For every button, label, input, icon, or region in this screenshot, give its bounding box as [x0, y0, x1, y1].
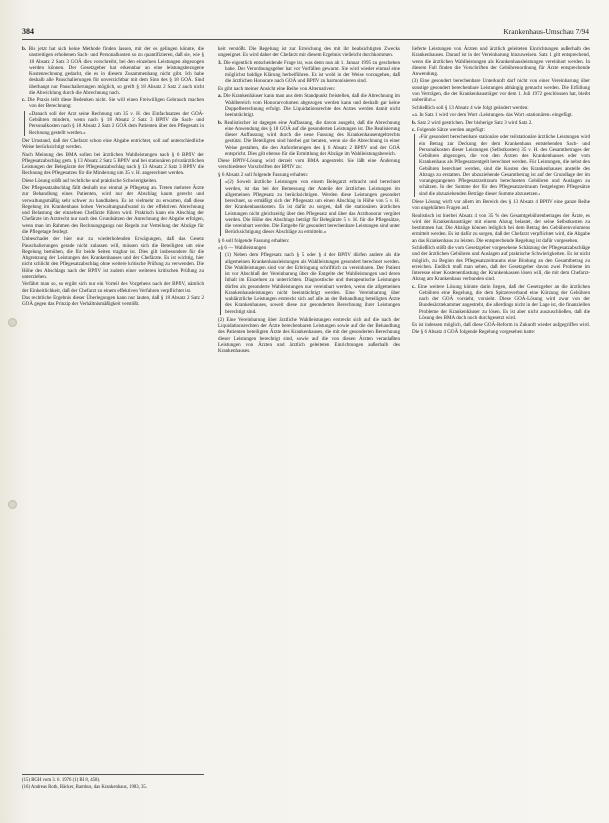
- paragraph-text: Der Umstand, daß der Chefarzt schon eine Abgabe entrichtet, soll auf unterschiedliche Weise berücksichtigt werden.: [22, 137, 204, 151]
- paragraph-text: Bis jetzt hat sich keine Methode finden lassen, mit der es gelingen könnte, die unstreitigen erhobenen Sach- und Personalkosten so zu quantifizieren, daß sie, wie § 18 Absatz 2 Satz 3 GOÄ dies vorschreibt, bei den einzelnen Leistungen abgezogen werden können. Der Gesetzgeber hat erkennbar an eine leistungsbezogene Kostenrechnung gedacht, die es in diesem Zusammenhang nicht gibt. Ich habe deshalb alle Pauschalierungen für unverzichtbar mit dem Sinn des § 18 GOÄ. Sind überhaupt nur Pauschalierungen möglich, so greift § 18 Absatz 2 Satz 2 auch nicht die Abwicklung durch die Abrechnung nach.: [28, 46, 204, 96]
- paragraph-text: Verfährt man so, so ergibt sich nur ein Vorteil des Vorgehens nach der BPflV, nämlich der Einheitlichkeit, daß der Chefarzt zu einem effektiven Verfahren verpflichtet ist.: [22, 281, 204, 294]
- paragraph: [24, 111, 204, 136]
- paragraph-text: »Danach soll der Arzt seine Rechnung um 35 v. H. des Einfachsatzes der GOÄ-Gebühren mindern, wenn nach § 18 Absatz 2 Satz 3 BPflV die Sach- und Personalkosten nach § 18 Absatz 2 Satz 2 GOÄ dem Patienten über den Pflegesatz in Rechnung gestellt werden.«: [29, 110, 204, 136]
- paragraph-label: 3.: [218, 59, 222, 66]
- paragraph-text: Folgende Sätze werden angefügt:: [416, 126, 485, 133]
- paragraph: [22, 138, 204, 151]
- paragraph-text: Realistisch ist hierbei Absatz 4 von 35 % des Gesamtgebührenbetrages der Ärzte, es wird der Krankenhausträger mit einem Abzug belastet, der seine Selbstkosten zu bestimmen hat. Die Abzüge können lediglich bei dem Betrag des Gebührenvolumens ermittelt werden. Es ist dafür zu sorgen, daß der Chefarzt verpflichtet wird, die Abgabe an das Krankenhaus zu leisten. Die entsprechende Regelung ist dafür vorgesehen.: [412, 212, 590, 244]
- paragraph: [218, 158, 400, 171]
- paragraph-text: § 6 Absatz 2 soll folgende Fassung erhalten:: [218, 171, 309, 178]
- paragraph: [412, 112, 590, 118]
- text-column-right: [412, 46, 590, 336]
- paragraph-text: Die eigentlich entscheidende Frage ist, was denn nun ab 1. Januar 1995 zu geschehen habe. Der Verordnungsgeber hat vor Vorfällen gewarnt. Sie wird wieder einmal eine möglichst baldige Klärung herbeiführen. Es ist wohl in der Weise vorzugehen, daß die ärztlichen Honorare nach GOÄ und BPflV zu harmonisieren sind.: [223, 59, 401, 85]
- paragraph-label: a.: [218, 93, 222, 100]
- paragraph: [412, 105, 590, 111]
- paragraph: [412, 213, 590, 244]
- paragraph: [22, 152, 204, 177]
- paragraph-text: Das rechtliche Ergebnis dieser Überlegungen kann nur lauten, daß § 18 Absatz 2 Satz 2 GOÄ gegen das Prinzip der Verhältnismäßigkeit verstößt.: [22, 295, 204, 308]
- paragraph-text: Realistischer ist dagegen eine Auffassung, die davon ausgeht, daß die Abrechnung eine Anwendung des § 18 GOÄ auf die gesonderten Leistungen ist. Die Realisierung dieser Auffassung wird durch die neue Fassung des Krankenhausentgeltrechts gestützt. Die Beteiligten sind hierbei gut beraten, wenn sie die Abrechnung in einer Weise gestalten, die den Anforderungen des § 6 Absatz 2 BPflV und der GOÄ entspricht. Dies gilt ebenso für die Ermittlung der Abzüge im Wahlleistungsbereich.: [224, 119, 400, 157]
- paragraph: [412, 46, 590, 77]
- journal-title: Krankenhaus-Umschau 7/94: [503, 27, 589, 36]
- paragraph-text: Schließlich soll § 13 Absatz 4 wie folgt geändert werden:: [412, 104, 529, 111]
- paragraph-text: (2) Eine Vereinbarung über ärztliche Wahlleistungen erstreckt sich auf die nach der Liquidationsrechten der Ärzte berechenbaren Leistungen sowie auf die der Behandlung des Patienten beteiligten Ärzte des Krankenhauses, die mit der gesonderten Berechnung dieser Leistungen berechtigt sind, sowie auf die von diesen Ärzten veranlaßten Leistungen von Ärzten und ärztlich geleiteten Einrichtungen außerhalb des Krankenhauses.: [218, 316, 400, 355]
- paragraph-label: b.: [412, 119, 417, 126]
- paragraph-text: Es ist indessen möglich, daß diese GOÄ-Reform in Zukunft wieder aufgegriffen wird. Die § 6 Absatz 4 GOÄ folgende Regelung vorgesehen hatte:: [412, 322, 590, 335]
- paragraph-text: Es gibt nach meiner Ansicht eine Reihe von Alternativen:: [218, 85, 336, 92]
- paragraph: [412, 284, 590, 322]
- paragraph: [22, 295, 204, 308]
- paragraph: [218, 245, 400, 251]
- paragraph-text: Unbeschadet der hier nur zu wiederholenden Erwägungen, daß das Gesetz Pauschalierungen gerade nicht zulassen will, müssen sich die Beteiligten um eine Regelung bemühen, die für beide Seiten tragbar ist. Dies gilt insbesondere für die Abgrenzung der Leistungen des Krankenhauses und der Chefärzte. Es ist wichtig, hier nicht schlicht den Pflegesatzabschlag ohne weitere kritische Prüfung zu verwenden. Die Höhe des Abschlags nach der BPflV ist zudem einer weiteren kritischen Prüfung zu unterziehen.: [22, 236, 204, 280]
- paragraph-text: Die Krankenhäuser kann man aus dem Standpunkt freistellen, daß die Abrechnung im Wahlbereich vom Honorarvolumen abgezogen werden kann und deshalb gar keine Doppelberechnung erfolgt. Die Liquidationsrechte des Arztes werden damit nicht beeinträchtigt.: [223, 93, 400, 119]
- paragraph-text: (1) Neben dem Pflegesatz nach § 5 oder § 4 der BPflV dürfen andere als die allgemeinen Krankenhausleistungen als Wahlleistungen gesondert berechnet werden. Die Wahlleistungen sind vor der Erbringung schriftlich zu vereinbaren. Der Patient ist vor Abschluß der Vereinbarung über die Entgelte der Wahlleistungen und deren Inhalt im Einzelnen zu unterrichten. Diagnostische und therapeutische Leistungen dürfen als gesonderte Wahlleistungen nur vereinbart werden, wenn die allgemeinen Krankenhausleistungen nicht beeinträchtigt werden. Eine Vereinbarung über wahlärztliche Leistungen erstreckt sich auf alle an der Behandlung beteiligten Ärzte des Krankenhauses, soweit diese zur gesonderten Berechnung ihrer Leistungen berechtigt sind.: [225, 252, 400, 315]
- paragraph-text: Schließlich stößt die vom Gesetzgeber vorgesehene Schätzung der Pflegesatzabschläge und der ärztlichen Gebühren und Auslagen auf praktische Schwierigkeiten. Es ist nicht möglich, zu Beginn des Pflegesatzzeitraums eine Bindung an den Gesamtbetrag zu erreichen. Endlich muß man sehen, daß der Gesetzgeber davon zwei Probleme im Interesse einer Kostenentlastung der Krankenkassen lösen will, die mit dem Chefarzt-Abzug am Krankenhaus verbunden sind.: [412, 245, 590, 283]
- paragraph: [220, 252, 400, 315]
- paragraph-text: Diese Lösung wirft vor allem im Bereich des § 13 Absatz 4 BPflV eine ganze Reihe von ungeklärten Fragen auf.: [412, 198, 590, 212]
- paragraph: [218, 317, 400, 355]
- paragraph-text: ›Für gesondert berechenbare stationäre oder teilstationäre ärztliche Leistungen wird ein Betrag zur Deckung der dem Krankenhaus entstehenden Sach- und Personalkosten dieser Leistungen (Selbstkosten) 35 v. H. des Gesamtbetrages der Gebühren abgezogen, die von den Ärzten des Krankenhauses oder vom Krankenhaus als Pflegesatzentgelt berechnet werden. Für Leistungen, die nebst den Gebühren berechnet werden, sind die Kosten des Krankenhauses anstelle des Abzugs zu erstatten. Der abzuziehende Gesamtbetrag ist auf der Grundlage der im vorangegangenen Pflegesatzzeitraum berechneten Gebühren und Auslagen zu schätzen. In der Summe der für den Pflegesatzzeitraum festgelegten Pflegesätze sind die abzuziehenden Beträge dieser Summe abzusetzen.‹: [419, 134, 590, 197]
- paragraph: [220, 179, 400, 235]
- paragraph: [412, 78, 590, 103]
- paragraph: [22, 236, 204, 280]
- paragraph-text: Diese BPflV-Lösung wird derzeit vom BMA angestrebt. Sie läßt eine Änderung verschiedener Vorschriften der BPflV zu:: [218, 158, 400, 171]
- paragraph: [22, 46, 204, 96]
- paragraph: [218, 238, 400, 244]
- paragraph-label: b.: [22, 46, 27, 52]
- paragraph: [22, 281, 204, 294]
- paragraph: [218, 60, 400, 85]
- paragraph-text: »(2) Soweit ärztliche Leistungen von einem Belegarzt erbracht und berechnet werden, ist das bei der Bemessung der Anteile der ärztlichen Leistungen im allgemeinen Pflegesatz zu berücksichtigen. Werden diese Leistungen gesondert berechnet, so ermäßigt sich der Pflegesatz um einen Abschlag in Höhe von 5 v. H. der Krankenhauskosten. Es ist dafür zu sorgen, daß die stationären ärztlichen Leistungen nicht gleichzeitig über den Pflegesatz und über das Arzthonorar vergütet werden. Die Höhe des Abschlags beträgt für Belegärzte 5 v. H. für die Pflegesätze, die vereinbart werden. Die Entgelte für gesondert berechenbare Leistungen sind unter Berücksichtigung dieser Abschläge zu ermitteln.«: [225, 179, 400, 236]
- punch-hole-top: [8, 318, 17, 327]
- paragraph-text: Die Praxis teilt diese Bedenken nicht. Sie will einen Freiwilligen Gebrauch machen von der Berechnung:: [27, 97, 205, 110]
- paragraph-text: keit verstößt. Die Regelung ist zur Erreichung des mit ihr beabsichtigten Zwecks ungeeignet. Es wird daher der Chefarzt mit diesem Ergebnis vielleicht durchkommen.: [218, 46, 400, 59]
- paragraph-label: c.: [412, 126, 416, 133]
- paragraph: [22, 185, 204, 235]
- punch-hole-bottom: [8, 500, 17, 509]
- paragraph-text: Eine weitere Lösung könnte darin liegen, daß der Gesetzgeber an die ärztlichen Gebühren eine Regelung, die dem Spitzenverband eine Kürzung der Gebühren nach der GOÄ vorsieht, vorsieht. Diese GOÄ-Lösung wird zwar von der Bundesärztekammer angestrebt, die allerdings nicht in der Lage ist, die finanziellen Probleme der Krankenhäuser zu lösen. Es ist aber nicht auszuschließen, daß die Lösung des BMA doch noch durchgesetzt wird.: [417, 283, 590, 321]
- paragraph: [22, 178, 204, 184]
- paragraph-text: Diese Lösung stößt auf rechtliche und praktische Schwierigkeiten.: [22, 177, 158, 184]
- page-number: 384: [22, 27, 34, 36]
- paragraph-label: c.: [22, 97, 26, 104]
- paragraph: [218, 93, 400, 118]
- paragraph: [218, 46, 400, 59]
- paragraph: [218, 120, 400, 158]
- paragraph: [412, 120, 590, 126]
- footnote: (16) Andreas Roth, Bäcker, Bambus, das Krankenhaus, 1983, 35.: [22, 785, 148, 790]
- paragraph-text: »a. In Satz 1 wird vor dem Wort ›Leistungen‹ das Wort ›stationären‹ eingefügt.: [412, 112, 573, 119]
- paragraph-text: »§ 6 — Wahlleistungen: [218, 245, 267, 251]
- paragraph: [414, 134, 590, 197]
- page-header: [22, 27, 589, 40]
- footnotes: [22, 774, 204, 792]
- paragraph-text: § 6 soll folgende Fassung erhalten:: [218, 237, 290, 244]
- paragraph-text: (3) Eine gesondert berechenbare Unterkunft darf nicht von einer Vereinbarung über sonstige gesondert berechenbare Leistungen abhängig gemacht werden. Die Erfüllung von Verträgen, die der Krankenhausträger vor dem 1. Juli 1972 geschlossen hat, bleibt unberührt.«: [412, 78, 590, 104]
- paragraph: [412, 245, 590, 283]
- paragraph: [412, 322, 590, 335]
- paragraph-label: b.: [218, 119, 223, 126]
- text-column-middle: [218, 46, 400, 356]
- paragraph: [412, 127, 590, 133]
- paragraph: [218, 86, 400, 92]
- footnote: (15) BGH vom 3. 6. 1976 (1) BI 8, 458).: [22, 778, 101, 783]
- paragraph: [218, 172, 400, 178]
- text-column-left: [22, 46, 204, 309]
- paragraph-text: Nach Meinung des BMA sollen bei ärztlichen Wahlleistungen nach § 6 BPflV der Pflegesatzabschlag gem. § 13 Absatz 2 Satz 5 BPflV und bei stationären privatärztlichen Leistungen der Belegärzte der Pflegesatzabschlag nach § 13 Absatz 2 Satz 3 BPflV die Rechnung des Pflegesatzes für die Minderung um 35 v. H. angerechnet werden.: [22, 151, 204, 177]
- paragraph-text: Satz 2 wird gestrichen. Der bisherige Satz 3 wird Satz 2.: [417, 119, 533, 126]
- paragraph-label: c.: [412, 283, 416, 290]
- paragraph: [412, 199, 590, 212]
- paragraph: [22, 97, 204, 110]
- paragraph-text: Der Pflegesatzabschlag fällt deshalb nur einmal je Pflegetag an. Treten mehrere Ärzte zur Behandlung eines Patienten, wird nur der Abschlag kaum gerecht und verwaltungsmäßig sehr schwer zu handhaben. Es ist vielmehr zu erwarten, daß diese Regelung im Krankenhaus hohen Verwaltungsaufwand in der effektiven Abrechnung und Belastung der einzelnen Chefärzte führen wird. Praktisch kann ein Abschlag der Chefärzte im Arztrecht nur nach den Grundsätzen der Anrechnung der Abgabe erfolgen, wenn man im Rahmen des Rechnungsgangs nur Regeln zur Verteilung der Abzüge für die Pflegetage festlegt.: [22, 185, 204, 235]
- paragraph-text: lieferte Leistungen von Ärzten und ärztlich geleiteten Einrichtungen außerhalb des Krankenhauses. Darauf ist in der Vereinbarung hinzuweisen. Satz 1 gilt entsprechend, wenn die ärztlichen Wahlleistungen als Krankenhausleistungen vereinbart werden. In diesem Fall finden die Vorschriften der Gebührenordnung für Ärzte entsprechende Anwendung.: [412, 46, 590, 77]
